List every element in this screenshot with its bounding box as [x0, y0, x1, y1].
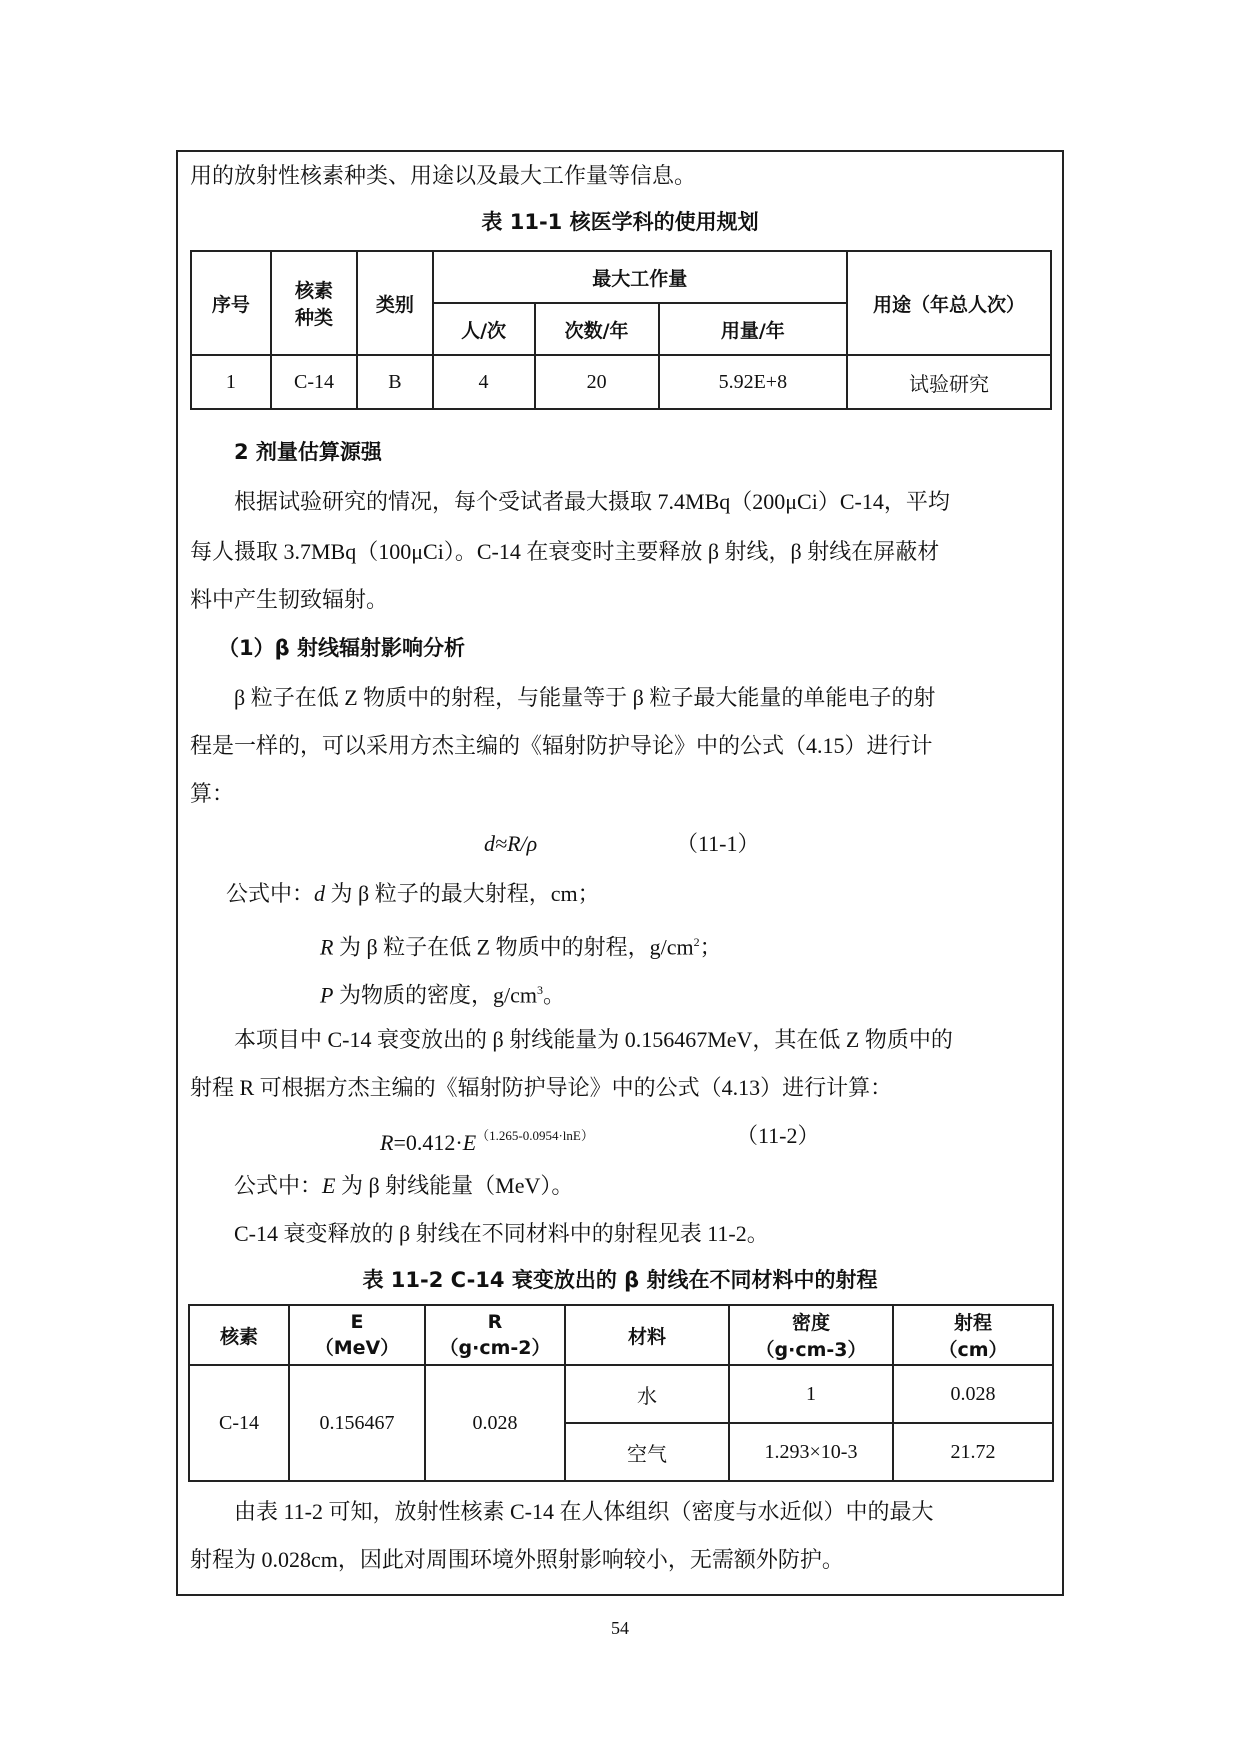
table2-caption: 表 11-2 C-14 衰变放出的 β 射线在不同材料中的射程	[362, 1268, 878, 1292]
formula-11-2	[380, 1122, 594, 1157]
conclusion-line2: 射程为 0.028cm，因此对周围环境外照射影响较小，无需额外防护。	[190, 1547, 844, 1572]
desc-e-text: 为 β 射线能量（MeV）。	[335, 1173, 574, 1198]
header-range	[893, 1305, 1053, 1365]
header-max-workload: 最大工作量	[433, 251, 847, 303]
var-p: P	[320, 982, 334, 1008]
desc-r-text: 为 β 粒子在低 Z 物质中的射程，g/cm	[333, 934, 694, 960]
formula-11-1-expr: d≈R/ρ	[484, 831, 538, 856]
var-r: R	[320, 934, 334, 960]
table-beta-range	[188, 1304, 1054, 1482]
table1-caption: 表 11-1 核医学科的使用规划	[481, 210, 759, 234]
cell-material: 空气	[565, 1423, 729, 1481]
cell-amount-per-year: 5.92E+8	[659, 355, 847, 409]
section2-para-line2: 每人摄取 3.7MBq（100μCi）。C-14 在衰变时主要释放 β 射线，β 射线在屏蔽材	[190, 539, 940, 564]
cell-usage: 试验研究	[847, 355, 1051, 409]
subsection1-para-line3: 算：	[190, 781, 235, 806]
header-range-label: 射程	[953, 1312, 992, 1334]
header-density	[729, 1305, 893, 1365]
header-range-unit: （cm）	[938, 1339, 1008, 1361]
header-r-unit: （g·cm-2）	[439, 1336, 551, 1359]
header-density-unit: （g·cm-3）	[755, 1339, 867, 1361]
formula2-desc	[234, 1172, 573, 1200]
intro-line: 用的放射性核素种类、用途以及最大工作量等信息。	[190, 163, 697, 188]
header-seq: 序号	[191, 251, 271, 355]
header-nuclide: 核素	[189, 1305, 289, 1365]
cell-range: 21.72	[893, 1423, 1053, 1481]
header-times-per-year: 次数/年	[535, 303, 659, 355]
cell-r-value: 0.028	[425, 1365, 565, 1481]
subsection1-heading: （1）β 射线辐射影响分析	[218, 636, 465, 660]
table-row	[189, 1365, 1053, 1423]
cell-times-per-year: 20	[535, 355, 659, 409]
header-nuclide: 核素种类	[271, 251, 357, 355]
header-energy	[289, 1305, 425, 1365]
formula1-desc-p	[320, 976, 565, 1009]
cell-energy: 0.156467	[289, 1365, 425, 1481]
desc-prefix: 公式中：	[226, 881, 315, 906]
document-frame	[176, 150, 1064, 1596]
header-energy-label: E	[350, 1310, 364, 1333]
desc-p-text: 为物质的密度，g/cm	[333, 982, 537, 1008]
cell-density: 1	[729, 1365, 893, 1423]
desc-r-end: ；	[699, 934, 722, 960]
formula-11-1-number: （11-1）	[676, 831, 760, 856]
formula1-desc-r	[320, 928, 722, 961]
formula2-base: E	[462, 1130, 477, 1155]
header-category: 类别	[357, 251, 432, 355]
cell-density: 1.293×10-3	[729, 1423, 893, 1481]
header-energy-unit: （MeV）	[314, 1336, 400, 1359]
header-amount-per-year: 用量/年	[659, 303, 847, 355]
cell-range: 0.028	[893, 1365, 1053, 1423]
table-row	[191, 355, 1051, 409]
table-usage-plan	[190, 250, 1052, 410]
subsection1-para-line1: β 粒子在低 Z 物质中的射程，与能量等于 β 粒子最大能量的单能电子的射	[234, 685, 936, 710]
energy-para-line1: 本项目中 C-14 衰变放出的 β 射线能量为 0.156467MeV，其在低 Z 物质中的	[234, 1027, 953, 1052]
section2-para-line3: 料中产生韧致辐射。	[190, 587, 389, 612]
var-d: d	[314, 881, 326, 906]
section2-heading: 2 剂量估算源强	[234, 440, 382, 464]
cell-material: 水	[565, 1365, 729, 1423]
header-r-label: R	[487, 1310, 503, 1333]
var-e: E	[322, 1173, 336, 1198]
table2-intro: C-14 衰变释放的 β 射线在不同材料中的射程见表 11-2。	[234, 1221, 769, 1246]
subsection1-para-line2: 程是一样的，可以采用方杰主编的《辐射防护导论》中的公式（4.15）进行计	[190, 733, 933, 758]
cell-nuclide: C-14	[189, 1365, 289, 1481]
header-usage: 用途（年总人次）	[847, 251, 1051, 355]
desc-p-end: 。	[542, 982, 565, 1008]
formula1-desc-d	[226, 880, 600, 908]
header-per-person: 人/次	[433, 303, 535, 355]
header-r	[425, 1305, 565, 1365]
cell-category: B	[357, 355, 432, 409]
energy-para-line2: 射程 R 可根据方杰主编的《辐射防护导论》中的公式（4.13）进行计算：	[190, 1075, 893, 1100]
formula2-lhs: R	[380, 1130, 394, 1155]
section2-para-line1: 根据试验研究的情况，每个受试者最大摄取 7.4MBq（200μCi）C-14，平均	[234, 489, 950, 514]
page-number: 54	[611, 1618, 629, 1638]
desc-d-text: 为 β 粒子的最大射程，cm；	[325, 881, 600, 906]
header-density-label: 密度	[791, 1312, 830, 1334]
cell-seq: 1	[191, 355, 271, 409]
desc2-prefix: 公式中：	[234, 1173, 323, 1198]
conclusion-line1: 由表 11-2 可知，放射性核素 C-14 在人体组织（密度与水近似）中的最大	[234, 1499, 934, 1524]
formula-11-2-number: （11-2）	[736, 1123, 820, 1148]
formula-11-1	[484, 830, 537, 858]
formula2-rhs: =0.412·	[393, 1130, 463, 1155]
desc-r-sup: 2	[693, 935, 700, 949]
cell-per-person: 4	[433, 355, 535, 409]
cell-nuclide: C-14	[271, 355, 357, 409]
header-material: 材料	[565, 1305, 729, 1365]
desc-p-sup: 3	[536, 983, 543, 997]
formula2-exponent: （1.265-0.0954·lnE）	[476, 1128, 594, 1143]
